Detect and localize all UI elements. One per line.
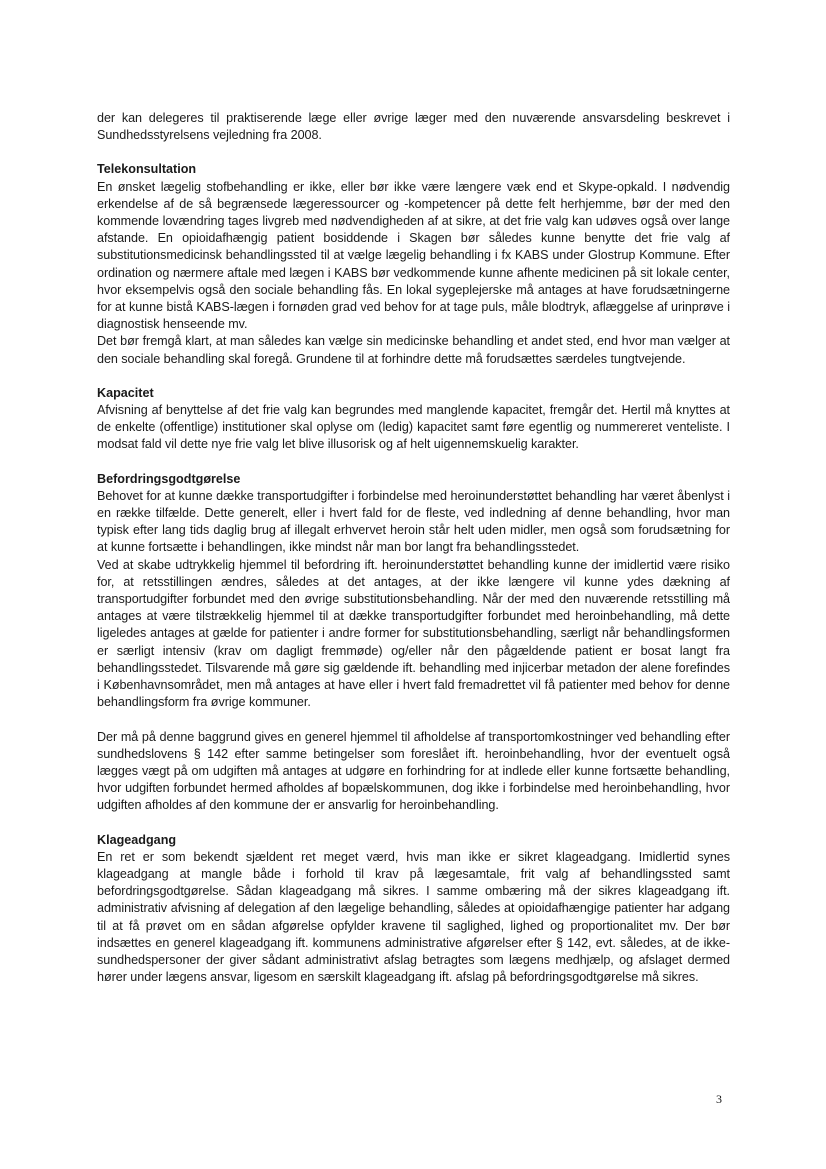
- document-body: [97, 110, 730, 986]
- section-heading-kapacitet: Kapacitet: [97, 385, 154, 400]
- klageadgang-paragraph-1: En ret er som bekendt sjældent ret meget værd, hvis man ikke er sikret klageadgang. Imidlertid synes klageadgang at mangle både i forhold til krav på lægesamtale, frit valg af behandlingssted samt befordringsgodtgørelse. Sådan klageadgang må sikres. I samme ombæring må der sikres klageadgang ift. administrativ afvisning af delegation af den lægelige behandling, således at opioidafhængige patienter har adgang til at få prøvet om en sådan afgørelse opfylder kravene til saglighed, lighed og proportionalitet mv. Der bør indsættes en generel klageadgang ift. kommunens administrative afgørelser efter § 142, evt. således, at de ikke-sundhedspersoner der giver sådant administrativt afslag betragtes som lægens medhjælp, og afslaget dermed hører under lægens ansvar, ligesom en særskilt klageadgang ift. afslag på befordringsgodtgørelse må sikres.: [97, 849, 730, 985]
- section-heading-klageadgang: Klageadgang: [97, 832, 177, 847]
- kapacitet-paragraph-1: Afvisning af benyttelse af det frie valg kan begrundes med manglende kapacitet, fremgår det. Hertil må knyttes at de enkelte (offentlige) institutioner skal oplyse om (ledig) kapacitet samt føre egentlig og nummereret venteliste. I modsat fald vil dette nye frie valg let blive illusorisk og af helt uigennemskuelig karakter.: [97, 403, 730, 452]
- befordring-paragraph-2: Ved at skabe udtrykkelig hjemmel til befordring ift. heroinunderstøttet behandling kunne der imidlertid være risiko for, at retsstillingen ændres, således at det antages, at der ikke længere vil kunne ydes dækning af transportudgifter forbundet med den øvrige substitutionsbehandling. Når der med den nuværende retsstilling må antages at være tilstrækkelig hjemmel til at dække transportudgifter forbundet med heroinbehandling, må dette ligeledes antages at gælde for patienter i andre former for substitutionsbehandling, særligt når behandlingsformen er særligt intensiv (krav om dagligt fremmøde) og/eller når den pågældende patient er bosat langt fra behandlingsstedet. Tilsvarende må gøre sig gældende ift. behandling med injicerbar metadon der alene forefindes i Københavnsområdet, men må antages at have eller i hvert fald fremadrettet vil få patienter med behov for denne behandlingsform fra øvrige kommuner.: [97, 557, 730, 710]
- section-heading-telekonsultation: Telekonsultation: [97, 162, 197, 177]
- telekonsultation-paragraph-1: En ønsket lægelig stofbehandling er ikke, eller bør ikke være længere væk end et Skype-opkald. I nødvendig erkendelse af de så begrænsede lægeressourcer og -kompetencer på dette felt herhjemme, bør der med den kommende lovændring tages livgreb med nødvendigheden af at sikre, at det frie valg kan udøves også over lange afstande. En opioidafhængig patient bosiddende i Skagen bør således kunne benytte det frie valg af substitutionsmedicinsk behandlingssted til at vælge lægelig behandling i fx KABS under Glostrup Kommune. Efter ordination og nærmere aftale med lægen i KABS bør vedkommende kunne afhente medicinen på sit lokale center, hvor eksempelvis også den sociale behandling fås. En lokal sygeplejerske må antages at have forudsætningerne for at kunne bistå KABS-lægen i fornøden grad ved behov for at tage puls, måle blodtryk, aflæggelse af urinprøve i diagnostisk henseende mv.: [97, 179, 730, 332]
- befordring-paragraph-1: Behovet for at kunne dække transportudgifter i forbindelse med heroinunderstøttet behandling har været åbenlyst i en række tilfælde. Dette generelt, eller i hvert fald for de fleste, ved indledning af denne behandling, hvor man typisk efter lang tids daglig brug af illegalt erhvervet heroin står helt uden midler, men også som forudsætning for at kunne fortsætte i behandlingen, ikke mindst når man bor langt fra behandlingsstedet.: [97, 488, 730, 555]
- intro-paragraph: der kan delegeres til praktiserende læge eller øvrige læger med den nuværende ansvarsdeling beskrevet i Sundhedsstyrelsens vejledning fra 2008.: [97, 111, 730, 143]
- befordring-paragraph-3: Der må på denne baggrund gives en generel hjemmel til afholdelse af transportomkostninger ved behandling efter sundhedslovens § 142 efter samme betingelser som foreslået ift. heroinbehandling, hvor der eventuelt også lægges vægt på om udgiften må antages at udgøre en forhindring for at indlede eller kunne fortsætte behandling, hvor udgiften forbundet hermed afholdes af bopælskommunen, dog ikke i forbindelse med heroinbehandling, hvor udgiften afholdes af den kommune der er ansvarlig for heroinbehandling.: [97, 729, 730, 813]
- section-heading-befordring: Befordringsgodtgørelse: [97, 471, 241, 486]
- page-number: 3: [716, 1092, 722, 1106]
- telekonsultation-paragraph-2: Det bør fremgå klart, at man således kan vælge sin medicinske behandling et andet sted, end hvor man vælger at den sociale behandling skal foregå. Grundene til at forhindre dette må forudsættes særdeles tungtvejende.: [97, 334, 730, 366]
